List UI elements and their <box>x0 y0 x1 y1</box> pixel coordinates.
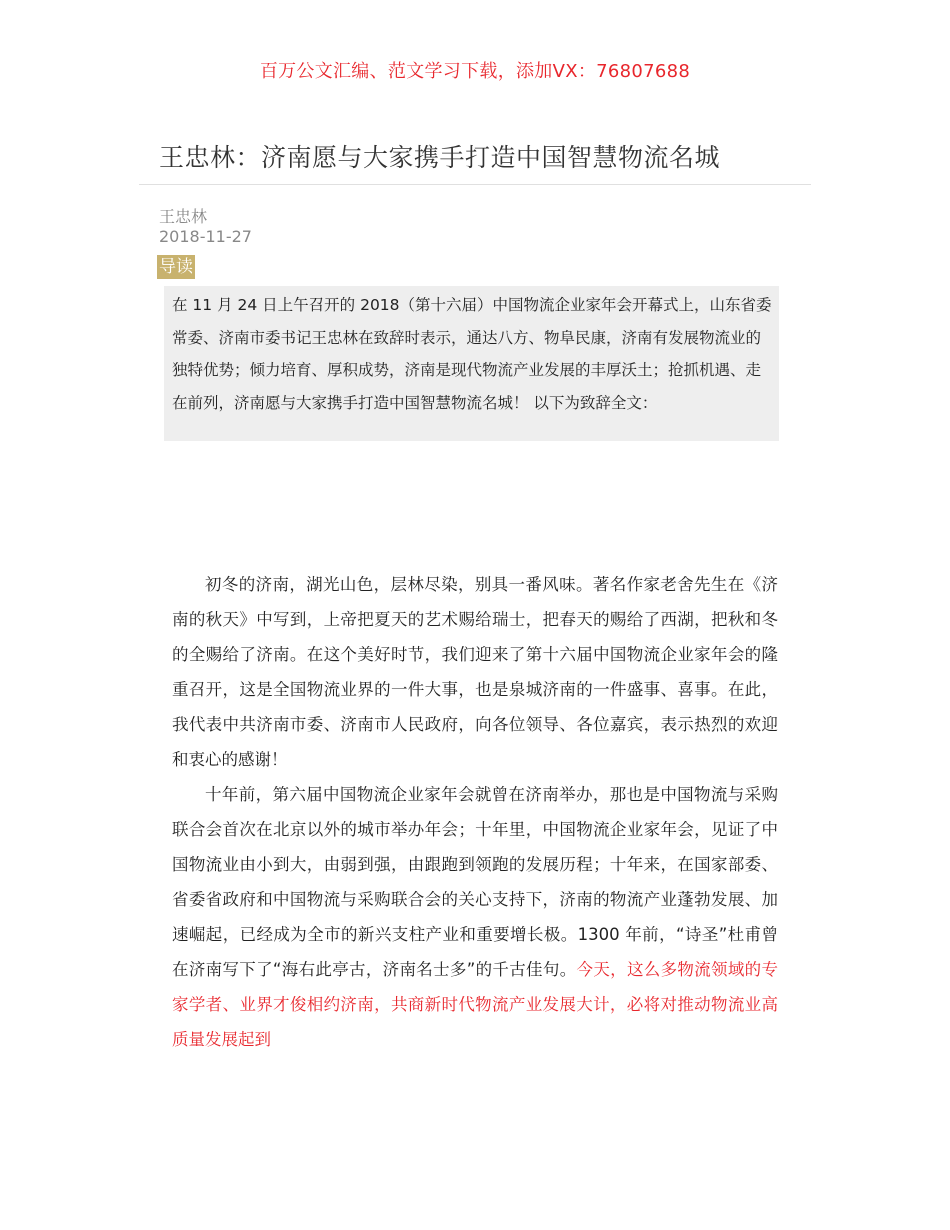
article-author: 王忠林 <box>159 207 208 226</box>
body-paragraph-1: 初冬的济南，湖光山色，层林尽染，别具一番风味。著名作家老舍先生在《济南的秋天》中写到，上帝把夏天的艺术赐给瑞士，把春天的赐给了西湖，把秋和冬的全赐给了济南。在这个美好时节，我们迎来了第十六届中国物流企业家年会的隆重召开，这是全国物流业界的一件大事，也是泉城济南的一件盛事、喜事。在此，我代表中共济南市委、济南市人民政府，向各位领导、各位嘉宾，表示热烈的欢迎和衷心的感谢！ <box>172 575 778 769</box>
body-paragraph-2-text: 十年前，第六届中国物流企业家年会就曾在济南举办，那也是中国物流与采购联合会首次在北京以外的城市举办年会；十年里，中国物流企业家年会，见证了中国物流业由小到大，由弱到强，由跟跑到领跑的发展历程；十年来，在国家部委、省委省政府和中国物流与采购联合会的关心支持下，济南的物流产业蓬勃发展、加速崛起，已经成为全市的新兴支柱产业和重要增长极。1300 年前，“诗圣”杜甫曾在济南写下了“海右此亭古，济南名士多”的千古佳句。 <box>172 785 778 979</box>
article-date: 2018-11-27 <box>159 227 252 246</box>
title-divider <box>139 184 811 185</box>
summary-box: 在 11 月 24 日上午召开的 2018（第十六届）中国物流企业家年会开幕式上，山东省委常委、济南市委书记王忠林在致辞时表示，通达八方、物阜民康，济南有发展物流业的独特优势；倾力培育、厚积成势，济南是现代物流产业发展的丰厚沃土；抢抓机遇、走在前列，济南愿与大家携手打造中国智慧物流名城！ 以下为致辞全文： <box>164 286 779 441</box>
highlight-text: 今天，这么多物流领域的专家学者、业界才俊相约济南，共商新时代物流产业发展大计，必将对推动物流业高质量发展起到 <box>172 960 778 1049</box>
article-body <box>172 567 778 1057</box>
body-paragraph-2 <box>172 777 778 1057</box>
promo-banner: 百万公文汇编、范文学习下载，添加VX：76807688 <box>259 61 691 82</box>
article-title: 王忠林：济南愿与大家携手打造中国智慧物流名城 <box>159 143 721 172</box>
guide-label: 导读 <box>159 257 193 277</box>
